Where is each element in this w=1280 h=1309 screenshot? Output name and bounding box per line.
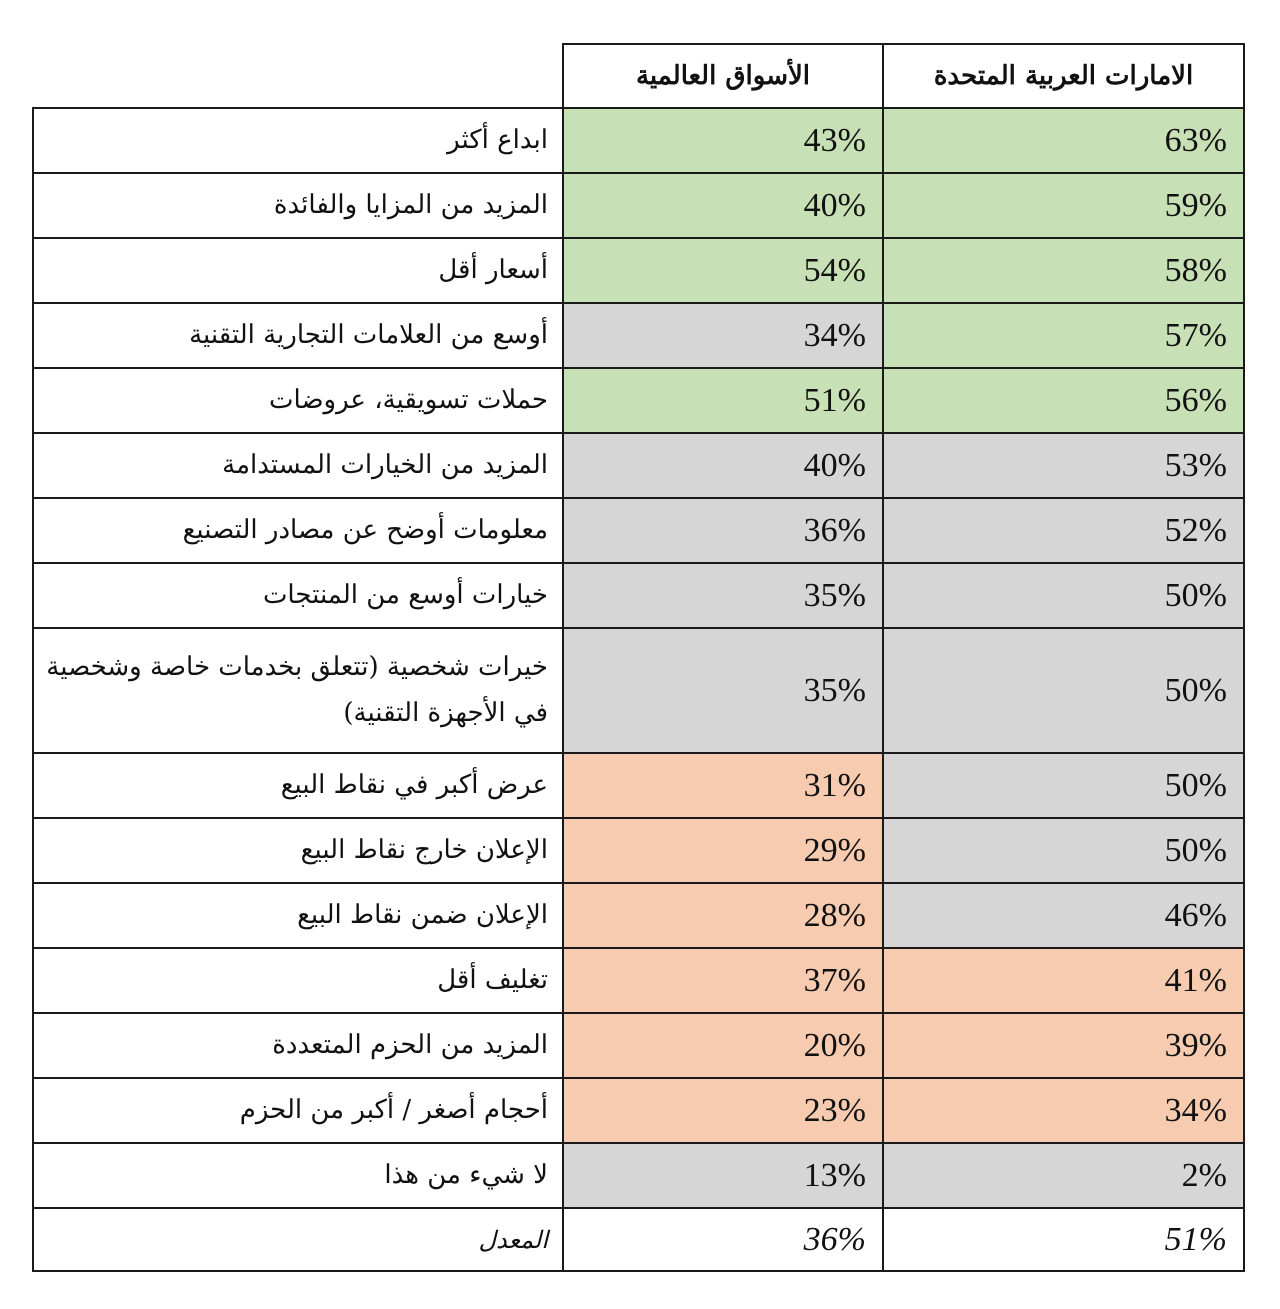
global-value: 23%	[803, 1091, 866, 1129]
table-row-label	[32, 432, 564, 499]
global-value: 40%	[803, 446, 866, 484]
table-cell-global	[562, 367, 884, 434]
table-row-label	[32, 107, 564, 174]
table-row-label	[32, 237, 564, 304]
global-value: 28%	[803, 896, 866, 934]
global-value: 40%	[803, 186, 866, 224]
table-cell-global	[562, 947, 884, 1014]
uae-value: 50%	[1164, 576, 1227, 614]
uae-value: 39%	[1164, 1026, 1227, 1064]
uae-value: 52%	[1164, 511, 1227, 549]
table-row-label	[32, 752, 564, 819]
row-label: عرض أكبر في نقاط البيع	[280, 769, 548, 800]
table-cell-uae	[882, 302, 1245, 369]
table-cell-uae	[882, 752, 1245, 819]
row-label: المزيد من الحزم المتعددة	[272, 1029, 548, 1060]
table-cell-uae	[882, 1142, 1245, 1209]
row-label: ابداع أكثر	[447, 124, 548, 155]
average-uae-value: 51%	[1164, 1220, 1227, 1258]
table-cell-global	[562, 432, 884, 499]
header-uae	[882, 43, 1245, 109]
table-row-label	[32, 497, 564, 564]
uae-value: 41%	[1164, 961, 1227, 999]
global-value: 13%	[803, 1156, 866, 1194]
uae-value: 2%	[1181, 1156, 1227, 1194]
uae-value: 56%	[1164, 381, 1227, 419]
average-label-cell	[32, 1207, 564, 1272]
table-cell-uae	[882, 627, 1245, 754]
table-cell-global	[562, 497, 884, 564]
table-cell-global	[562, 562, 884, 629]
table-cell-uae	[882, 107, 1245, 174]
table-row-label	[32, 817, 564, 884]
table-row-label	[32, 627, 564, 754]
row-label: أوسع من العلامات التجارية التقنية	[189, 319, 548, 350]
table-row-label	[32, 947, 564, 1014]
table-cell-uae	[882, 562, 1245, 629]
uae-value: 46%	[1164, 896, 1227, 934]
uae-value: 59%	[1164, 186, 1227, 224]
table-cell-global	[562, 627, 884, 754]
table-cell-uae	[882, 237, 1245, 304]
row-label: أحجام أصغر / أكبر من الحزم	[239, 1094, 548, 1125]
row-label: حملات تسويقية، عروضات	[269, 384, 548, 415]
table-cell-global	[562, 1012, 884, 1079]
global-value: 36%	[803, 511, 866, 549]
row-label: المزيد من الخيارات المستدامة	[222, 449, 548, 480]
row-label: معلومات أوضح عن مصادر التصنيع	[182, 514, 548, 545]
global-value: 34%	[803, 316, 866, 354]
row-label: المزيد من المزايا والفائدة	[273, 189, 548, 220]
table-cell-global	[562, 1142, 884, 1209]
global-value: 51%	[803, 381, 866, 419]
table-row-label	[32, 562, 564, 629]
row-label: خيرات شخصية (تتعلق بخدمات خاصة وشخصية في الأجهزة التقنية)	[46, 652, 548, 728]
table-cell-uae	[882, 882, 1245, 949]
row-label: لا شيء من هذا	[384, 1159, 548, 1190]
table-cell-global	[562, 302, 884, 369]
row-label: أسعار أقل	[438, 254, 548, 285]
global-value: 35%	[803, 576, 866, 614]
table-cell-global	[562, 107, 884, 174]
table-cell-global	[562, 882, 884, 949]
global-value: 35%	[803, 671, 866, 709]
row-label: تغليف أقل	[437, 964, 548, 995]
global-value: 29%	[803, 831, 866, 869]
table-cell-uae	[882, 367, 1245, 434]
uae-value: 50%	[1164, 766, 1227, 804]
row-label: خيارات أوسع من المنتجات	[262, 579, 548, 610]
average-label: المعدل	[478, 1225, 548, 1254]
uae-value: 57%	[1164, 316, 1227, 354]
table-cell-uae	[882, 172, 1245, 239]
table-row-label	[32, 367, 564, 434]
table-row-label	[32, 1012, 564, 1079]
average-uae-cell	[882, 1207, 1245, 1272]
table-row-label	[32, 1142, 564, 1209]
table-cell-uae	[882, 947, 1245, 1014]
uae-value: 63%	[1164, 121, 1227, 159]
header-global-label: الأسواق العالمية	[635, 61, 811, 91]
table-cell-global	[562, 237, 884, 304]
header-uae-label: الامارات العربية المتحدة	[933, 61, 1194, 91]
uae-value: 34%	[1164, 1091, 1227, 1129]
table-row-label	[32, 172, 564, 239]
table-cell-global	[562, 172, 884, 239]
global-value: 37%	[803, 961, 866, 999]
row-label: الإعلان ضمن نقاط البيع	[297, 899, 548, 930]
uae-value: 53%	[1164, 446, 1227, 484]
uae-value: 50%	[1164, 671, 1227, 709]
header-global	[562, 43, 884, 109]
average-global-value: 36%	[803, 1220, 866, 1258]
table-cell-uae	[882, 817, 1245, 884]
table-row-label	[32, 302, 564, 369]
table-row-label	[32, 1077, 564, 1144]
table-cell-global	[562, 752, 884, 819]
row-label: الإعلان خارج نقاط البيع	[300, 834, 548, 865]
table-cell-global	[562, 1077, 884, 1144]
table-row-label	[32, 882, 564, 949]
global-value: 20%	[803, 1026, 866, 1064]
global-value: 31%	[803, 766, 866, 804]
table-cell-global	[562, 817, 884, 884]
global-value: 54%	[803, 251, 866, 289]
table-cell-uae	[882, 1012, 1245, 1079]
table-cell-uae	[882, 432, 1245, 499]
uae-value: 50%	[1164, 831, 1227, 869]
table-cell-uae	[882, 497, 1245, 564]
global-value: 43%	[803, 121, 866, 159]
table-cell-uae	[882, 1077, 1245, 1144]
uae-value: 58%	[1164, 251, 1227, 289]
average-global-cell	[562, 1207, 884, 1272]
